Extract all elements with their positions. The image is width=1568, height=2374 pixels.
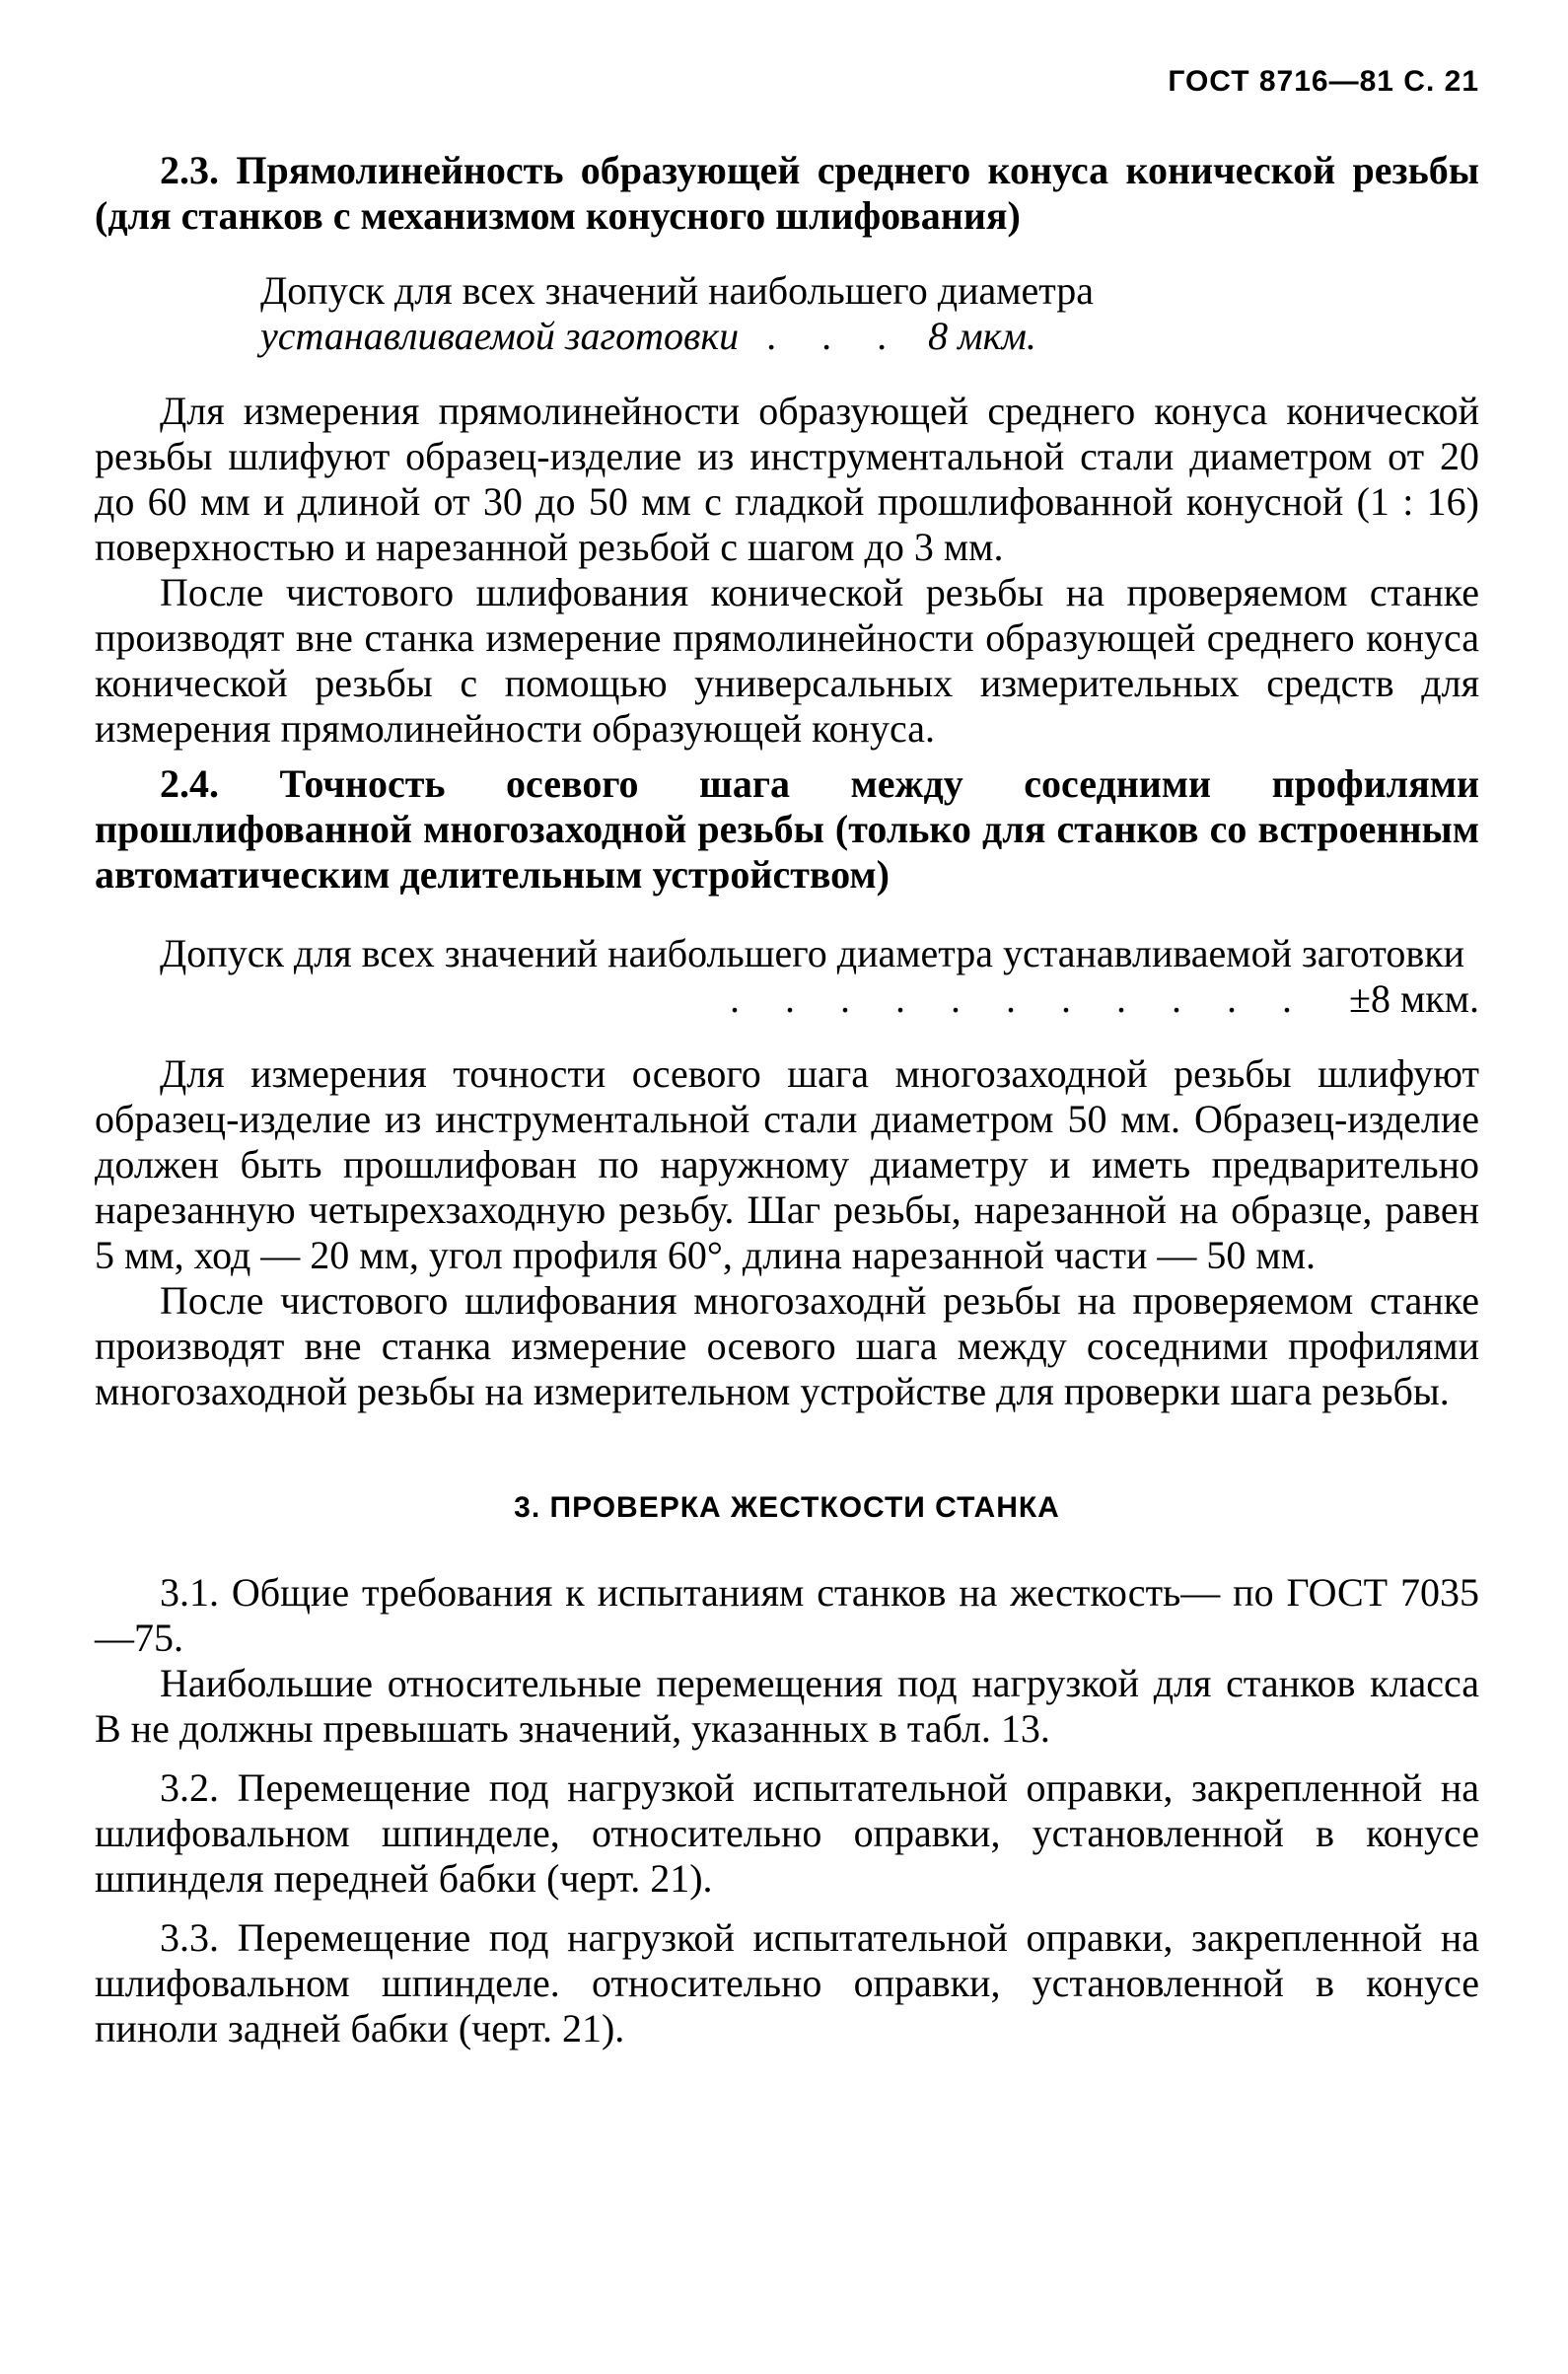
clause-2-4-tolerance-value-row (95, 976, 1479, 1022)
clause-2-3-tolerance-label: устанавливаемой заготовки (260, 314, 740, 358)
clause-2-4-para-1: Для измерения точности осевого шага многозаходной резьбы шлифуют образец-изделие из инструментальной стали диаметром 50 мм. Образец-изделие должен быть прошлифован по наружному диаметру и иметь предварительно нарезанную четырехзаходную резьбу. Шаг резьбы, нарезанной на образце, равен 5 мм, ход — 20 мм, угол профиля 60°, длина нарезанной части — 50 мм. (95, 1051, 1479, 1277)
clause-2-3-heading: 2.3. Прямолинейность образующей среднего конуса конической резьбы (для станков с механизмом конусного шлифования) (95, 148, 1479, 238)
clause-2-4-tolerance-dots: . . . . . . . . . . . (729, 976, 1310, 1021)
document-page (95, 0, 1479, 2374)
clause-2-4-tolerance (95, 931, 1479, 976)
document-body (95, 148, 1479, 2051)
clause-3-2: 3.2. Перемещение под нагрузкой испытательной оправки, закрепленной на шлифовальном шпинделе, относительно оправки, установленной в конусе шпинделя передней бабки (черт. 21). (95, 1765, 1479, 1901)
clause-2-3-tolerance (260, 268, 1479, 359)
section-3-title: 3. ПРОВЕРКА ЖЕСТКОСТИ СТАНКА (514, 1491, 1060, 1524)
clause-2-3-tolerance-line1: Допуск для всех значений наибольшего диаметра (260, 268, 1095, 313)
clause-2-4-para-2: После чистового шлифования многозаходнй резьбы на проверяемом станке производят вне станка измерение осевого шага между соседними профилями многозаходной резьбы на измерительном устройстве для проверки шага резьбы. (95, 1278, 1479, 1413)
running-header: ГОСТ 8716—81 С. 21 (1168, 65, 1479, 98)
clause-3-1: 3.1. Общие требования к испытаниям станков на жесткость— по ГОСТ 7035—75. (95, 1570, 1479, 1660)
clause-3-3: 3.3. Перемещение под нагрузкой испытательной оправки, закрепленной на шлифовальном шпинделе. относительно оправки, установленной в конусе пиноли задней бабки (черт. 21). (95, 1915, 1479, 2050)
clause-2-3-tolerance-line2 (260, 314, 1479, 359)
clause-2-4-tolerance-text: Допуск для всех значений наибольшего диаметра устанавливаемой заготовки (160, 931, 1465, 975)
clause-2-3-para-2: После чистового шлифования конической резьбы на проверяемом станке производят вне станка измерение прямолинейности образующей среднего конуса конической резьбы с помощью универсальных измерительных средств для измерения прямолинейности образующей конуса. (95, 570, 1479, 751)
clause-3-1-para: Наибольшие относительные перемещения под нагрузкой для станков класса В не должны превышать значений, указанных в табл. 13. (95, 1661, 1479, 1751)
clause-2-3-tolerance-dots: . . . (766, 314, 905, 358)
clause-2-3-para-1: Для измерения прямолинейности образующей среднего конуса конической резьбы шлифуют образец-изделие из инструментальной стали диаметром от 20 до 60 мм и длиной от 30 до 50 мм с гладкой прошлифованной конусной (1 : 16) поверхностью и нарезанной резьбой с шагом до 3 мм. (95, 389, 1479, 569)
clause-2-3-tolerance-value: 8 мкм. (928, 314, 1036, 358)
clause-2-4-heading: 2.4. Точность осевого шага между соседними профилями прошлифованной многозаходной резьбы (только для станков со встроенным автоматическим делительным устройством) (95, 761, 1479, 897)
clause-2-4-tolerance-value: ±8 мкм. (1348, 976, 1479, 1021)
